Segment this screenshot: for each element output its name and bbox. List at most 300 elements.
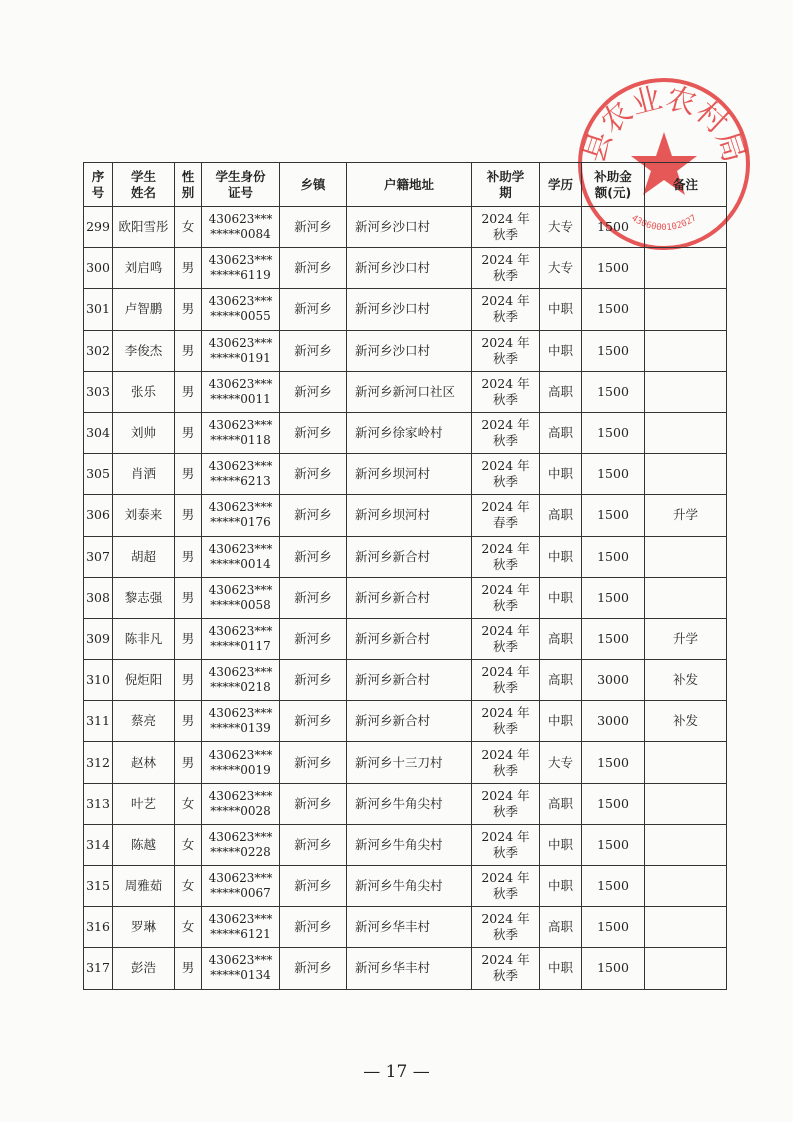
cell-term-year: 2024 年 [481,375,530,391]
cell-note: 升学 [645,495,727,536]
table-row [84,783,727,824]
cell-address: 新河乡新合村 [347,701,472,742]
cell-term [472,866,540,907]
cell-id-id2: *****6119 [210,268,271,283]
table-row [84,495,727,536]
cell-id-id2: *****0028 [210,803,271,818]
cell-amount: 1500 [582,207,645,248]
table-row [84,618,727,659]
header-text: 户籍地址 [383,176,434,192]
cell-term-year: 2024 年 [481,622,530,638]
cell-town: 新河乡 [280,454,347,495]
cell-note: 补发 [645,701,727,742]
cell-education: 中职 [540,454,582,495]
table-row [84,907,727,948]
cell-address: 新河乡新合村 [347,660,472,701]
cell-amount: 1500 [582,330,645,371]
cell-id-id1: 430623*** [208,912,273,927]
cell-education: 大专 [540,248,582,289]
table-row [84,742,727,783]
cell-no: 305 [84,454,113,495]
cell-id-id1: 430623*** [208,829,273,844]
cell-name: 刘帅 [113,412,175,453]
header-text: 学历 [547,176,573,192]
cell-no: 301 [84,289,113,330]
cell-address: 新河乡沙口村 [347,289,472,330]
cell-education: 中职 [540,536,582,577]
header-town [280,163,347,207]
cell-id [202,701,280,742]
cell-address: 新河乡新合村 [347,618,472,659]
cell-id-id1: 430623*** [208,294,273,309]
header-name [113,163,175,207]
cell-term [472,248,540,289]
header-text: 姓名 [130,184,156,200]
cell-no: 299 [84,207,113,248]
cell-no: 309 [84,618,113,659]
cell-term-year: 2024 年 [481,746,530,762]
table-row [84,248,727,289]
cell-id-id1: 430623*** [208,665,273,680]
cell-term-year: 2024 年 [481,252,530,268]
cell-id-id1: 430623*** [208,953,273,968]
cell-id-id1: 430623*** [208,871,273,886]
cell-education: 中职 [540,866,582,907]
table-row [84,866,727,907]
cell-id-id1: 430623*** [208,500,273,515]
header-note [645,163,727,207]
cell-town: 新河乡 [280,948,347,989]
cell-name: 刘启鸣 [113,248,175,289]
header-id [202,163,280,207]
cell-name: 倪炬阳 [113,660,175,701]
cell-no: 306 [84,495,113,536]
table-row [84,948,727,989]
cell-education: 高职 [540,618,582,659]
cell-address: 新河乡牛角尖村 [347,824,472,865]
cell-id-id1: 430623*** [208,335,273,350]
student-subsidy-table [83,162,727,990]
cell-education: 高职 [540,412,582,453]
cell-sex: 男 [175,577,202,618]
table-row [84,701,727,742]
cell-address: 新河乡新河口社区 [347,371,472,412]
cell-term-season: 秋季 [492,886,518,902]
cell-sex: 男 [175,948,202,989]
cell-id [202,948,280,989]
cell-name: 周雅茹 [113,866,175,907]
cell-term-season: 秋季 [492,309,518,325]
cell-term-season: 秋季 [492,556,518,572]
cell-term-year: 2024 年 [481,952,530,968]
cell-sex: 男 [175,412,202,453]
cell-id-id1: 430623*** [208,747,273,762]
cell-town: 新河乡 [280,907,347,948]
cell-id [202,742,280,783]
cell-sex: 男 [175,330,202,371]
cell-term [472,454,540,495]
cell-term [472,330,540,371]
cell-id [202,330,280,371]
header-text: 学生 [130,168,156,184]
cell-term [472,701,540,742]
cell-education: 高职 [540,495,582,536]
header-addr [347,163,472,207]
cell-education: 大专 [540,742,582,783]
page-number: — 17 — [363,1062,430,1082]
cell-address: 新河乡十三刀村 [347,742,472,783]
cell-address: 新河乡沙口村 [347,330,472,371]
cell-id-id1: 430623*** [208,212,273,227]
cell-address: 新河乡华丰村 [347,907,472,948]
cell-town: 新河乡 [280,618,347,659]
cell-town: 新河乡 [280,866,347,907]
cell-no: 313 [84,783,113,824]
cell-education: 高职 [540,660,582,701]
cell-term-year: 2024 年 [481,417,530,433]
header-sex [175,163,202,207]
cell-amount: 1500 [582,577,645,618]
cell-no: 302 [84,330,113,371]
header-text: 别 [181,184,195,200]
cell-id-id2: *****0055 [210,309,271,324]
cell-town: 新河乡 [280,577,347,618]
cell-term [472,618,540,659]
cell-term-year: 2024 年 [481,828,530,844]
cell-address: 新河乡新合村 [347,536,472,577]
cell-town: 新河乡 [280,536,347,577]
cell-id-id2: *****6213 [210,474,271,489]
cell-town: 新河乡 [280,660,347,701]
cell-education: 高职 [540,907,582,948]
cell-address: 新河乡新合村 [347,577,472,618]
header-text: 期 [499,184,512,200]
cell-no: 310 [84,660,113,701]
header-text: 补助金 [594,168,632,184]
cell-term [472,783,540,824]
cell-id-id1: 430623*** [208,623,273,638]
cell-sex: 男 [175,248,202,289]
cell-term [472,907,540,948]
cell-term-year: 2024 年 [481,334,530,350]
cell-id-id2: *****0067 [210,886,271,901]
header-text: 证号 [227,184,253,200]
cell-term [472,660,540,701]
cell-term-season: 秋季 [492,350,518,366]
cell-id-id2: *****0019 [210,762,271,777]
cell-address: 新河乡牛角尖村 [347,866,472,907]
table-header-row [84,163,727,207]
cell-sex: 女 [175,207,202,248]
cell-no: 300 [84,248,113,289]
table-row [84,371,727,412]
cell-town: 新河乡 [280,289,347,330]
cell-term-season: 秋季 [492,844,518,860]
header-text: 额(元) [594,184,632,200]
cell-amount: 1500 [582,907,645,948]
cell-sex: 女 [175,907,202,948]
cell-term [472,824,540,865]
table-row [84,824,727,865]
cell-amount: 1500 [582,742,645,783]
header-term [472,163,540,207]
cell-sex: 男 [175,454,202,495]
cell-id-id2: *****0058 [210,597,271,612]
cell-name: 刘泰来 [113,495,175,536]
cell-id-id1: 430623*** [208,788,273,803]
cell-no: 307 [84,536,113,577]
cell-id [202,536,280,577]
cell-no: 314 [84,824,113,865]
header-text: 号 [91,184,105,200]
cell-address: 新河乡沙口村 [347,248,472,289]
cell-name: 张乐 [113,371,175,412]
cell-education: 中职 [540,577,582,618]
cell-term [472,207,540,248]
cell-id [202,412,280,453]
cell-no: 315 [84,866,113,907]
cell-note [645,207,727,248]
cell-sex: 男 [175,742,202,783]
cell-id [202,371,280,412]
cell-amount: 1500 [582,371,645,412]
cell-term [472,536,540,577]
cell-term-season: 秋季 [492,680,518,696]
cell-id-id2: *****0176 [210,515,271,530]
cell-id [202,454,280,495]
cell-term-season: 秋季 [492,638,518,654]
cell-amount: 1500 [582,495,645,536]
cell-id [202,783,280,824]
cell-term-season: 秋季 [492,227,518,243]
cell-note [645,454,727,495]
cell-id-id2: *****0118 [210,433,271,448]
cell-town: 新河乡 [280,742,347,783]
cell-town: 新河乡 [280,824,347,865]
cell-note [645,783,727,824]
cell-id [202,495,280,536]
cell-term-year: 2024 年 [481,293,530,309]
cell-no: 312 [84,742,113,783]
cell-id-id1: 430623*** [208,418,273,433]
table-row [84,207,727,248]
cell-amount: 1500 [582,783,645,824]
cell-term-year: 2024 年 [481,581,530,597]
cell-name: 肖洒 [113,454,175,495]
cell-amount: 3000 [582,660,645,701]
table-row [84,289,727,330]
header-text: 学生身份 [215,168,266,184]
svg-text:县农业农村局: 县农业农村局 [576,80,752,167]
cell-address: 新河乡牛角尖村 [347,783,472,824]
cell-note [645,248,727,289]
cell-id-id2: *****0218 [210,680,271,695]
cell-name: 罗琳 [113,907,175,948]
cell-id-id2: *****0134 [210,968,271,983]
cell-note [645,289,727,330]
cell-term-season: 秋季 [492,762,518,778]
cell-amount: 1500 [582,618,645,659]
cell-address: 新河乡徐家岭村 [347,412,472,453]
cell-name: 欧阳雪彤 [113,207,175,248]
cell-sex: 女 [175,824,202,865]
cell-note [645,536,727,577]
cell-note [645,577,727,618]
cell-education: 中职 [540,948,582,989]
cell-id [202,289,280,330]
cell-name: 赵林 [113,742,175,783]
cell-name: 陈越 [113,824,175,865]
cell-sex: 男 [175,660,202,701]
cell-town: 新河乡 [280,207,347,248]
cell-sex: 男 [175,495,202,536]
cell-term-year: 2024 年 [481,911,530,927]
cell-name: 卢智鹏 [113,289,175,330]
cell-note [645,330,727,371]
cell-education: 高职 [540,783,582,824]
cell-town: 新河乡 [280,495,347,536]
cell-name: 胡超 [113,536,175,577]
cell-term-season: 秋季 [492,268,518,284]
cell-id [202,660,280,701]
cell-amount: 1500 [582,248,645,289]
cell-town: 新河乡 [280,412,347,453]
cell-sex: 女 [175,866,202,907]
header-text: 性 [181,168,195,184]
cell-name: 黎志强 [113,577,175,618]
cell-id-id1: 430623*** [208,706,273,721]
table-row [84,330,727,371]
header-text: 补助学 [486,168,525,184]
cell-term-season: 秋季 [492,433,518,449]
cell-education: 高职 [540,371,582,412]
cell-term [472,412,540,453]
cell-id-id2: *****6121 [210,927,271,942]
cell-term-season: 春季 [492,515,518,531]
cell-town: 新河乡 [280,371,347,412]
table-body [84,207,727,990]
cell-address: 新河乡坝河村 [347,454,472,495]
cell-no: 316 [84,907,113,948]
cell-amount: 3000 [582,701,645,742]
cell-note [645,742,727,783]
cell-id [202,248,280,289]
cell-term-season: 秋季 [492,391,518,407]
cell-amount: 1500 [582,824,645,865]
cell-amount: 1500 [582,866,645,907]
cell-term [472,577,540,618]
cell-town: 新河乡 [280,248,347,289]
cell-sex: 男 [175,289,202,330]
cell-note [645,948,727,989]
header-text: 乡镇 [300,176,326,192]
cell-term-year: 2024 年 [481,705,530,721]
cell-id-id1: 430623*** [208,459,273,474]
cell-town: 新河乡 [280,783,347,824]
cell-id-id2: *****0014 [210,556,271,571]
cell-sex: 男 [175,701,202,742]
cell-term-year: 2024 年 [481,540,530,556]
cell-education: 中职 [540,824,582,865]
cell-amount: 1500 [582,412,645,453]
cell-note [645,371,727,412]
header-edu [540,163,582,207]
cell-no: 311 [84,701,113,742]
cell-id-id1: 430623*** [208,253,273,268]
cell-education: 中职 [540,289,582,330]
cell-note [645,907,727,948]
cell-term-season: 秋季 [492,474,518,490]
cell-address: 新河乡华丰村 [347,948,472,989]
cell-sex: 男 [175,371,202,412]
table-row [84,577,727,618]
cell-id [202,866,280,907]
cell-term [472,742,540,783]
header-amount [582,163,645,207]
cell-id [202,907,280,948]
cell-address: 新河乡坝河村 [347,495,472,536]
cell-address: 新河乡沙口村 [347,207,472,248]
cell-note [645,824,727,865]
cell-term-season: 秋季 [492,721,518,737]
cell-term-year: 2024 年 [481,211,530,227]
cell-term-year: 2024 年 [481,664,530,680]
cell-id [202,577,280,618]
cell-term [472,289,540,330]
cell-name: 蔡亮 [113,701,175,742]
cell-sex: 男 [175,618,202,659]
cell-name: 叶艺 [113,783,175,824]
cell-sex: 男 [175,536,202,577]
cell-id-id2: *****0117 [210,638,271,653]
cell-term-season: 秋季 [492,927,518,943]
cell-term-season: 秋季 [492,968,518,984]
cell-amount: 1500 [582,289,645,330]
cell-id-id1: 430623*** [208,376,273,391]
table-row [84,412,727,453]
cell-amount: 1500 [582,536,645,577]
cell-no: 308 [84,577,113,618]
cell-term-year: 2024 年 [481,787,530,803]
cell-sex: 女 [175,783,202,824]
header-text: 序 [91,168,105,184]
cell-note: 补发 [645,660,727,701]
cell-term [472,371,540,412]
cell-term-year: 2024 年 [481,870,530,886]
cell-name: 彭浩 [113,948,175,989]
cell-id-id2: *****0011 [210,391,271,406]
cell-term-season: 秋季 [492,597,518,613]
cell-education: 中职 [540,701,582,742]
cell-education: 大专 [540,207,582,248]
svg-text:4306000102027: 4306000102027 [629,213,699,234]
table-row [84,536,727,577]
cell-term-year: 2024 年 [481,499,530,515]
table-row [84,454,727,495]
cell-id-id2: *****0139 [210,721,271,736]
cell-id [202,824,280,865]
cell-id [202,207,280,248]
cell-note: 升学 [645,618,727,659]
cell-note [645,866,727,907]
cell-note [645,412,727,453]
cell-no: 304 [84,412,113,453]
cell-town: 新河乡 [280,701,347,742]
cell-term-season: 秋季 [492,803,518,819]
cell-name: 李俊杰 [113,330,175,371]
table-row [84,660,727,701]
cell-id-id2: *****0084 [210,227,271,242]
